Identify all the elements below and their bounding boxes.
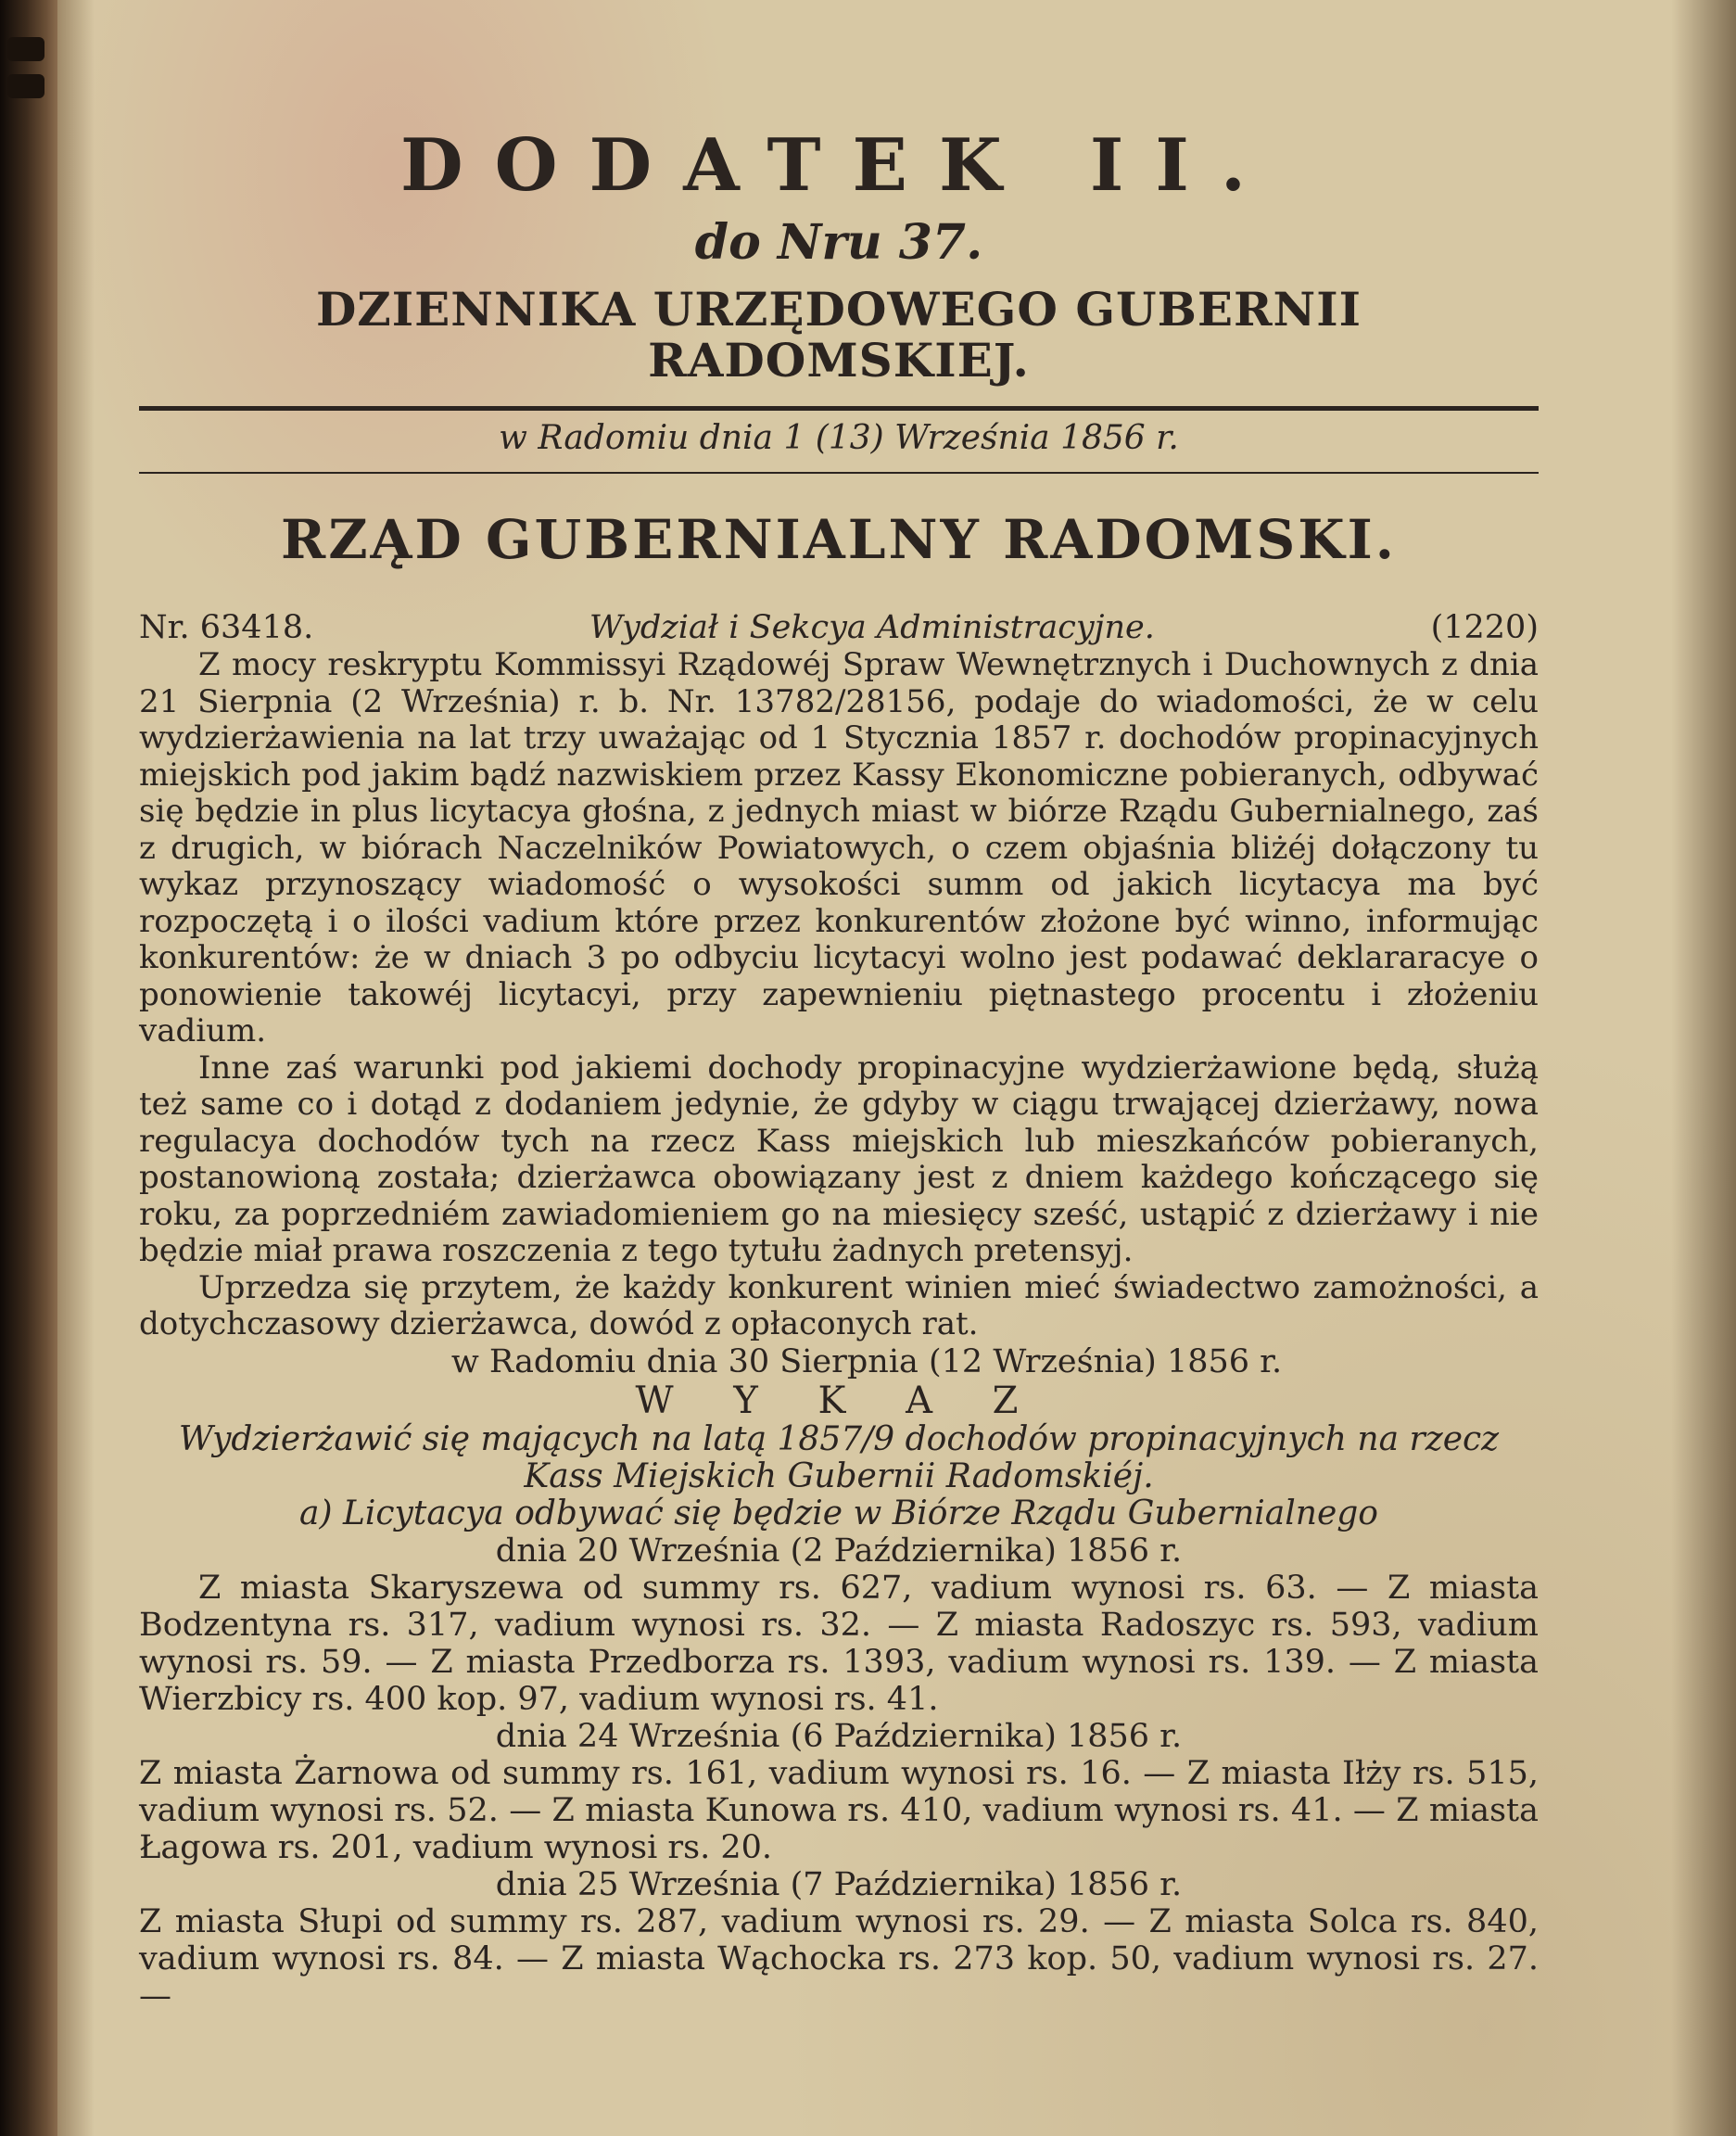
- notice-paragraph: Z mocy reskryptu Kommissyi Rządowéj Spraw Wewnętrznych i Duchownych z dnia 21 Sierpnia (2 Września) r. b. Nr. 13782/28156, podaje do wiadomości, że w celu wydzierżawienia na lat trzy uważając od 1 Stycznia 1857 r. dochodów propinacyjnych miejskich pod jakim bądź nazwiskiem przez Kassy Ekonomiczne pobieranych, odbywać się będzie in plus licytacya głośna, z jednych miast w biórze Rządu Gubernialnego, zaś z drugich, w biórach Naczelników Powiatowych, o czem objaśnia bliżéj dołączony tu wykaz przynoszący wiadomość o wysokości summ od jakich licytacya ma być rozpoczętą i o ilości vadium które przez konkurentów złożone być winno, informując konkurentów: że w dniach 3 po odbyciu licytacyi wolno jest podawać deklararacye o ponowienie takowéj licytacyi, przy zapewnieniu piętnastego procentu i złożeniu vadium.: [139, 646, 1539, 1050]
- scan-binding-edge: [0, 0, 57, 2136]
- dateline-rule: [139, 472, 1539, 474]
- page-edge-shadow: [1671, 0, 1736, 2136]
- wykaz-title: W Y K A Z: [635, 1379, 1043, 1422]
- newspaper-page: [57, 0, 1736, 2136]
- page-gutter-shadow: [57, 0, 95, 2136]
- notice-signature: w Radomiu dnia 30 Sierpnia (12 Września) 1856 r.: [450, 1342, 1283, 1380]
- page-content: [139, 123, 1539, 2015]
- issue-dateline: w Radomiu dnia 1 (13) Września 1856 r.: [499, 419, 1179, 457]
- masthead: [139, 123, 1539, 388]
- supplement-title: DODATEK II.: [399, 123, 1278, 208]
- auction-date: dnia 25 Września (7 Października) 1856 r.: [495, 1865, 1183, 1903]
- notice-number: Nr. 63418.: [139, 609, 314, 647]
- notice-header: [139, 608, 1539, 647]
- binding-ring: [7, 37, 44, 61]
- journal-name: DZIENNIKA URZĘDOWEGO GUBERNII RADOMSKIEJ.: [315, 282, 1362, 388]
- auction-date: dnia 24 Września (6 Października) 1856 r.: [495, 1717, 1183, 1755]
- notice-section: Wydział i Sekcya Administracyjne.: [589, 609, 1155, 647]
- binding-ring: [7, 74, 44, 98]
- notice-ref: (1220): [1430, 609, 1539, 647]
- wykaz-subtitle: Wydzierżawić się mających na latą 1857/9 dochodów propinacyjnych na rzecz: [178, 1419, 1500, 1458]
- issue-number: do Nru 37.: [694, 214, 983, 271]
- notice-body: [139, 647, 1539, 1343]
- auction-date: dnia 20 Września (2 Października) 1856 r.: [495, 1532, 1183, 1570]
- notice-paragraph: Inne zaś warunki pod jakiemi dochody propinacyjne wydzierżawione będą, służą też same co i dotąd z dodaniem jedynie, że gdyby w ciągu trwającej dzierżawy, nowa regulacya dochodów tych na rzecz Kass miejskich lub mieszkańców pobieranych, postanowioną została; dzierżawca obowiązany jest z dniem każdego kończącego się roku, za poprzedniém zawiadomieniem go na miesięcy sześć, ustąpić z dzierżawy i nie będzie miał prawa roszczenia z tego tytułu żadnych pretensyj.: [139, 1049, 1539, 1270]
- auction-list: Z miasta Słupi od summy rs. 287, vadium wynosi rs. 29. — Z miasta Solca rs. 840, vadium wynosi rs. 84. — Z miasta Wąchocka rs. 273 kop. 50, vadium wynosi rs. 27. —: [139, 1902, 1539, 2015]
- auction-list: Z miasta Skaryszewa od summy rs. 627, vadium wynosi rs. 63. — Z miasta Bodzentyna rs. 317, vadium wynosi rs. 32. — Z miasta Radoszyc rs. 593, vadium wynosi rs. 59. — Z miasta Przedborza rs. 1393, vadium wynosi rs. 139. — Z miasta Wierzbicy rs. 400 kop. 97, vadium wynosi rs. 41.: [139, 1569, 1539, 1718]
- office-heading: RZĄD GUBERNIALNY RADOMSKI.: [281, 507, 1397, 571]
- masthead-rule: [139, 406, 1539, 411]
- wykaz-section-a: a) Licytacya odbywać się będzie w Biórze Rządu Gubernialnego: [299, 1494, 1378, 1532]
- wykaz-subtitle: Kass Miejskich Gubernii Radomskiéj.: [524, 1456, 1154, 1495]
- notice-paragraph: Uprzedza się przytem, że każdy konkurent winien mieć świadectwo zamożności, a dotychczasowy dzierżawca, dowód z opłaconych rat.: [139, 1268, 1539, 1343]
- auction-list: Z miasta Żarnowa od summy rs. 161, vadium wynosi rs. 16. — Z miasta Iłży rs. 515, vadium wynosi rs. 52. — Z miasta Kunowa rs. 410, vadium wynosi rs. 41. — Z miasta Łagowa rs. 201, vadium wynosi rs. 20.: [139, 1754, 1539, 1866]
